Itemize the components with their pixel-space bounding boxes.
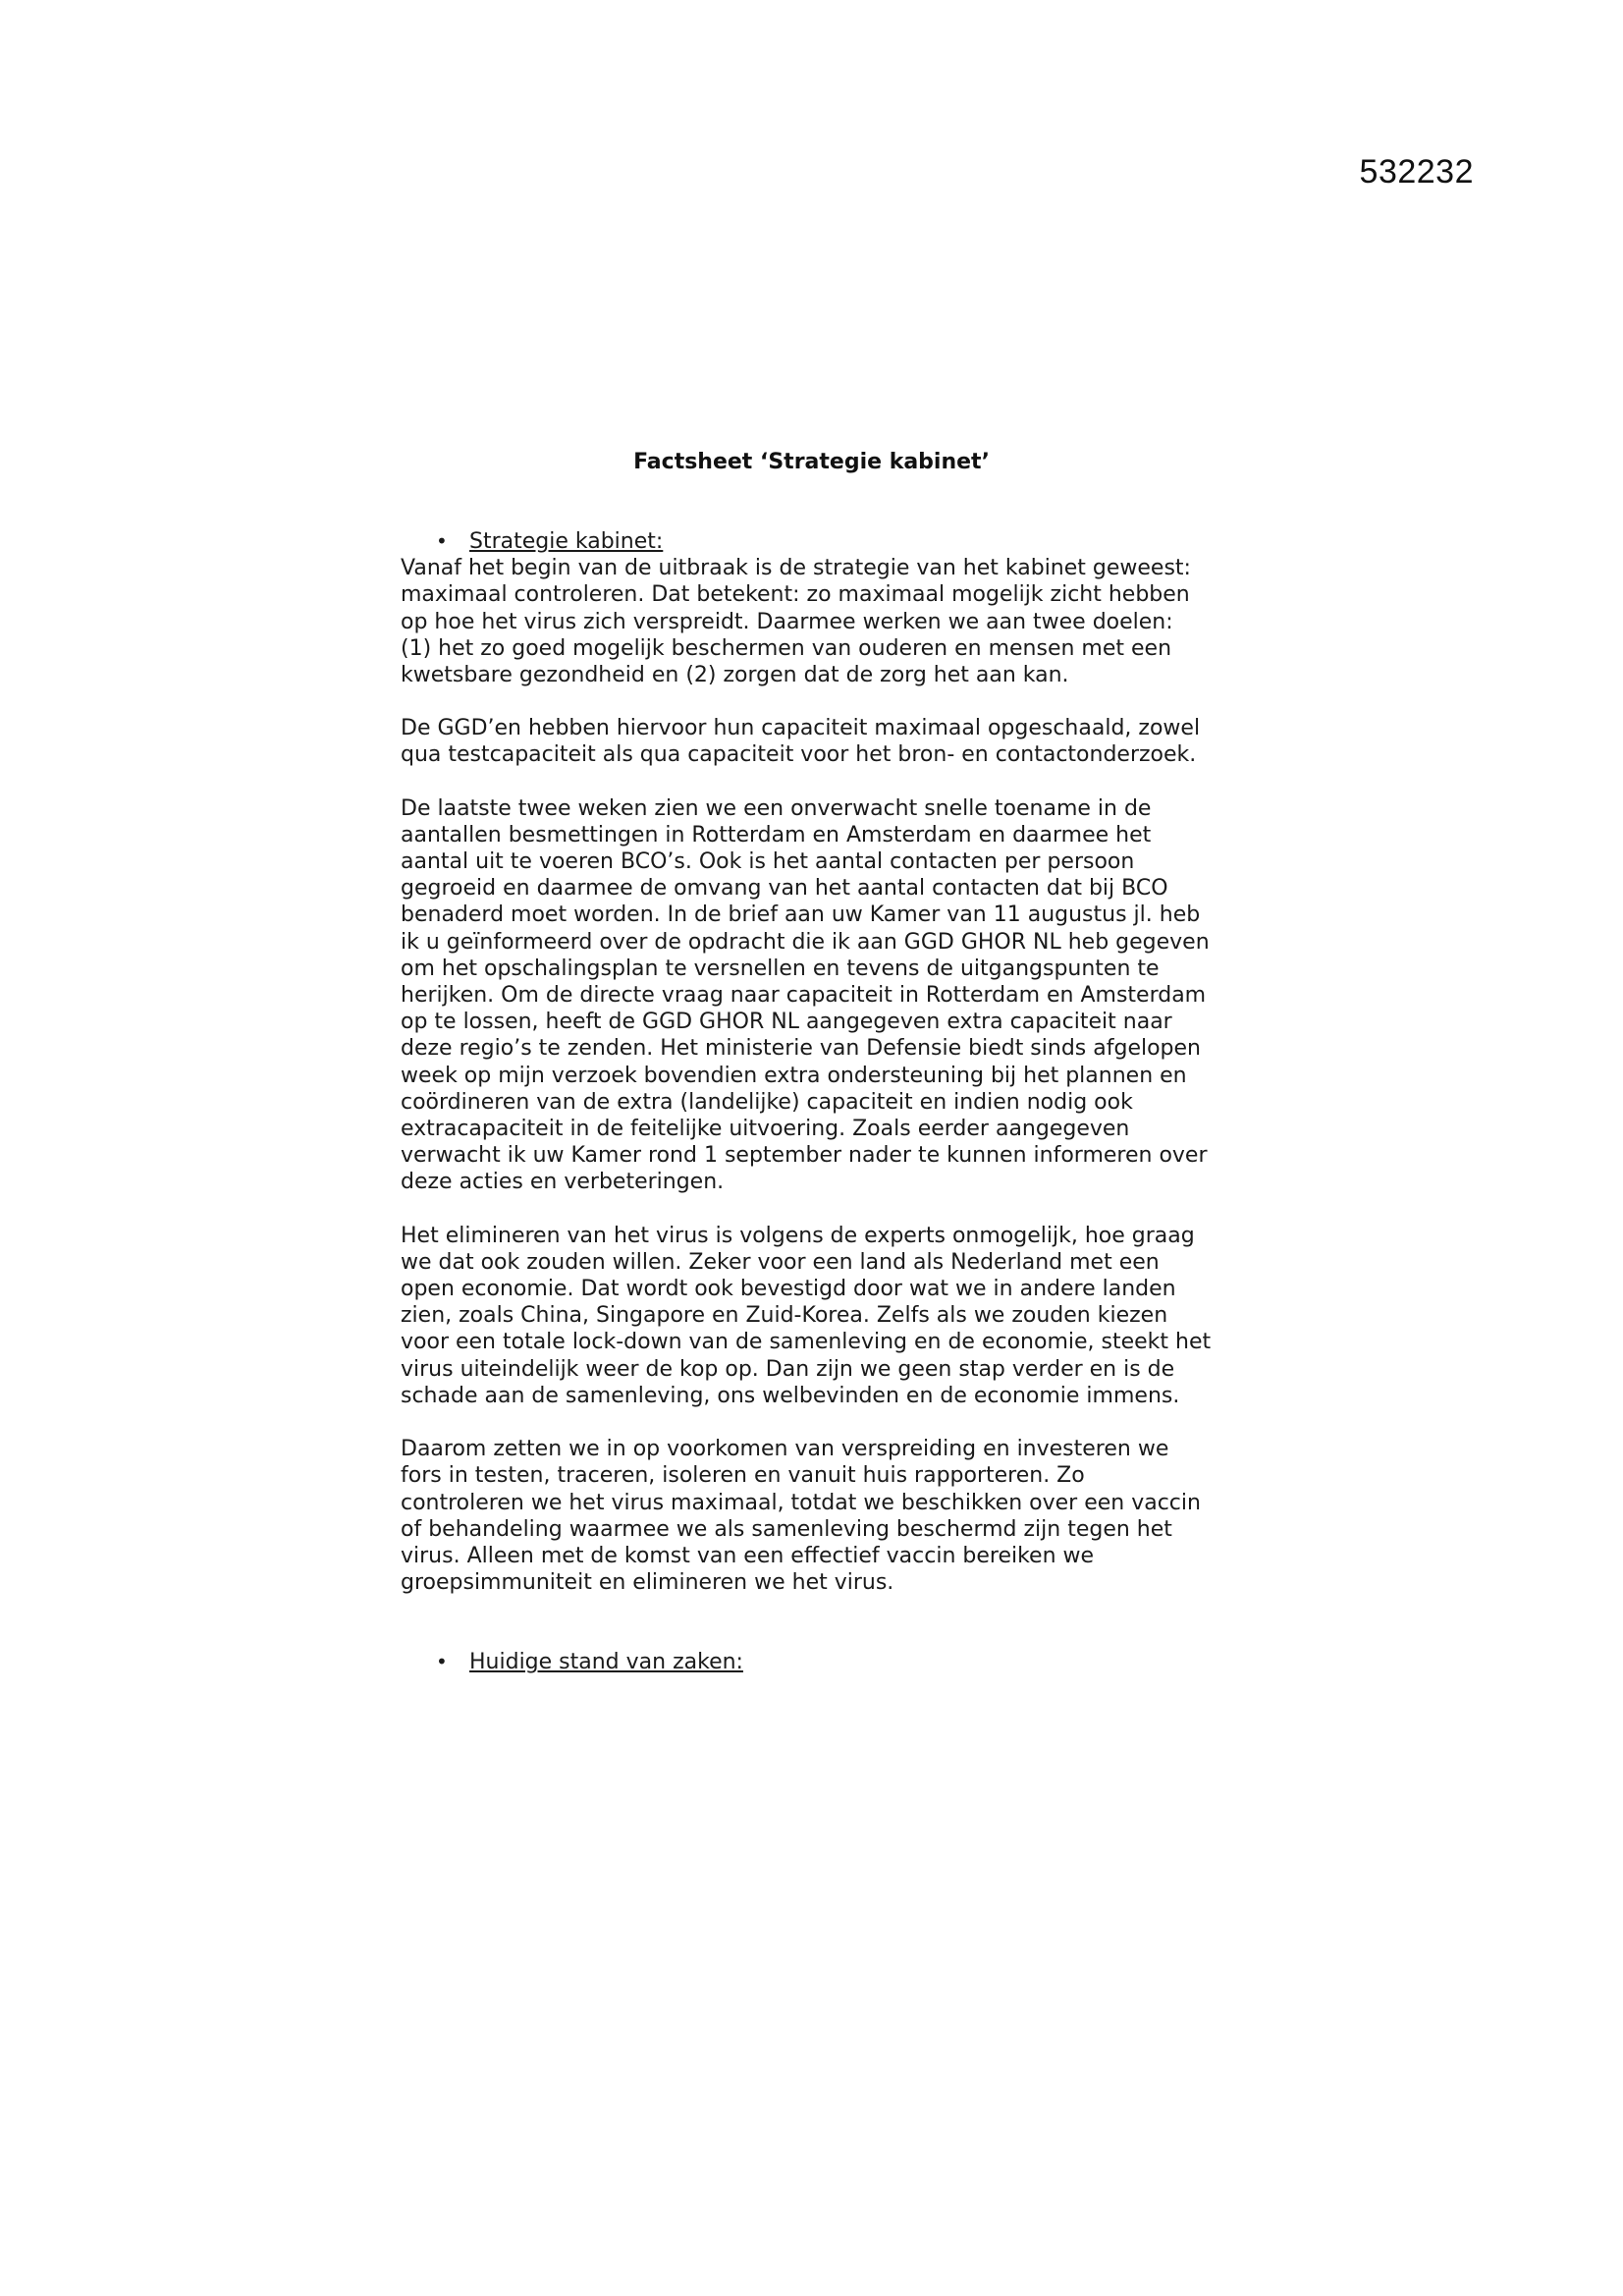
paragraph: De laatste twee weken zien we een onverwacht snelle toename in de aantallen besmettingen in Rotterdam en Amsterdam en daarmee het aantal uit te voeren BCO’s. Ook is het aantal contacten per persoon gegroeid en daarmee de omvang van het aantal contacten dat bij BCO benaderd moet worden. In de brief aan uw Kamer van 11 augustus jl. heb ik u geïnformeerd over de opdracht die ik aan GGD GHOR NL heb gegeven om het opschalingsplan te versnellen en tevens de uitgangspunten te herijken. Om de directe vraag naar capaciteit in Rotterdam en Amsterdam op te lossen, heeft de GGD GHOR NL aangegeven extra capaciteit naar deze regio’s te zenden. Het ministerie van Defensie biedt sinds afgelopen week op mijn verzoek bovendien extra ondersteuning bij het plannen en coördineren van de extra (landelijke) capaciteit en indien nodig ook extracapaciteit in de feitelijke uitvoering. Zoals eerder aangegeven verwacht ik uw Kamer rond 1 september nader te kunnen informeren over deze acties en verbeteringen. xyxy=(401,795,1210,1195)
section-heading-label: Huidige stand van zaken: xyxy=(469,1650,743,1675)
bullet-icon: • xyxy=(436,1650,448,1674)
section-heading-label: Strategie kabinet: xyxy=(469,529,664,554)
paragraph: De GGD’en hebben hiervoor hun capaciteit maximaal opgeschaald, zowel qua testcapaciteit als qua capaciteit voor het bron- en contactonderzoek. xyxy=(401,716,1201,768)
paragraph: Het elimineren van het virus is volgens de experts onmogelijk, hoe graag we dat ook zouden willen. Zeker voor een land als Nederland met een open economie. Dat wordt ook bevestigd door wat we in andere landen zien, zoals China, Singapore en Zuid-Korea. Zelfs als we zouden kiezen voor een totale lock-down van de samenleving en de economie, steekt het virus uiteindelijk weer de kop op. Dan zijn we geen stap verder en is de schade aan de samenleving, ons welbevinden en de economie immens. xyxy=(401,1223,1212,1408)
document-title: Factsheet ‘Strategie kabinet’ xyxy=(633,450,990,474)
section-heading-strategie xyxy=(401,528,1265,555)
document-number: 532232 xyxy=(1359,153,1474,191)
document-body xyxy=(401,528,1265,1676)
section-heading-huidige-stand xyxy=(401,1649,1265,1675)
paragraph: Vanaf het begin van de uitbraak is de strategie van het kabinet geweest: maximaal controleren. Dat betekent: zo maximaal mogelijk zicht hebben op hoe het virus zich verspreidt. Daarmee werken we aan twee doelen: (1) het zo goed mogelijk beschermen van ouderen en mensen met een kwetsbare gezondheid en (2) zorgen dat de zorg het aan kan. xyxy=(401,556,1191,688)
bullet-icon: • xyxy=(436,529,448,553)
paragraph: Daarom zetten we in op voorkomen van verspreiding en investeren we fors in testen, traceren, isoleren en vanuit huis rapporteren. Zo controleren we het virus maximaal, totdat we beschikken over een vaccin of behandeling waarmee we als samenleving beschermd zijn tegen het virus. Alleen met de komst van een effectief vaccin bereiken we groepsimmuniteit en elimineren we het virus. xyxy=(401,1437,1201,1596)
